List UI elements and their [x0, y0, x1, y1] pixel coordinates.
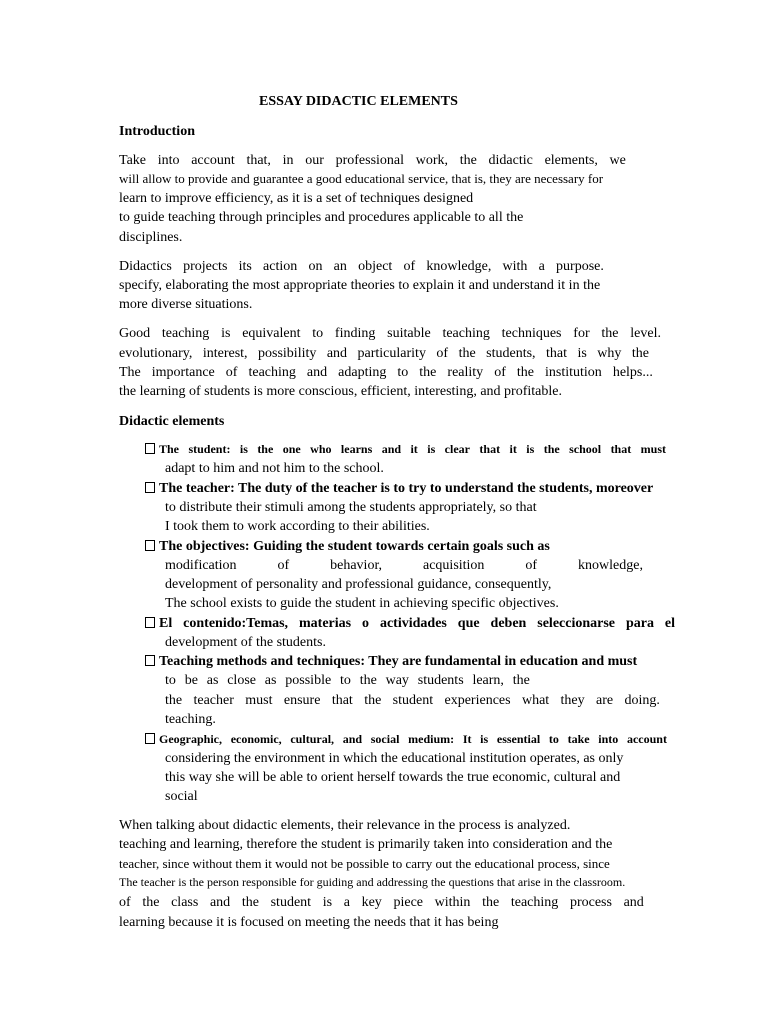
word: a — [343, 895, 350, 910]
word: of — [436, 346, 449, 361]
bullet-geographic-line-2: considering the environment in which the educational institution operates, as only — [165, 751, 624, 766]
word: deben — [490, 616, 527, 631]
word: o — [362, 616, 370, 631]
closing-paragraph-line-1: When talking about didactic elements, their relevance in the process is analyzed. — [119, 818, 571, 833]
word: for — [573, 326, 590, 341]
word: of — [119, 895, 131, 910]
word: its — [238, 259, 252, 274]
bullet-objectives-line-3: development of personality and professional guidance, consequently, — [165, 577, 552, 592]
introduction-heading: Introduction — [119, 124, 195, 139]
word: interest, — [202, 346, 248, 361]
word: projects — [183, 259, 228, 274]
word: of — [277, 558, 290, 573]
word: as — [206, 673, 219, 688]
word: experiences — [444, 693, 511, 708]
word: of — [403, 259, 416, 274]
word: ensure — [283, 693, 321, 708]
word: piece — [393, 895, 423, 910]
word: is — [427, 442, 436, 456]
bullet-methods-line-3 — [165, 691, 660, 710]
word: para — [625, 616, 654, 631]
word: contenido:Temas, — [183, 616, 289, 631]
word: reality — [447, 365, 484, 380]
word: are — [596, 693, 614, 708]
word: teaching — [442, 326, 490, 341]
bullet-geographic-line-3: this way she will be able to orient herself towards the true economic, cultural and — [165, 770, 621, 785]
word: The — [159, 442, 180, 456]
word: that — [546, 346, 567, 361]
word: knowledge, — [578, 558, 643, 573]
word: to — [397, 365, 409, 380]
word: Didactics — [119, 259, 172, 274]
word: medium: — [408, 732, 455, 746]
bullet-geographic-line-4: social — [165, 789, 198, 804]
word: essential — [496, 732, 541, 746]
word: object — [358, 259, 393, 274]
bullet-methods-line-4: teaching. — [165, 712, 216, 727]
word: what — [521, 693, 550, 708]
word: into — [157, 153, 180, 168]
word: the — [364, 693, 382, 708]
word: it — [509, 442, 517, 456]
word: student: — [188, 442, 231, 456]
word: account — [191, 153, 235, 168]
bullet-methods-line-2 — [165, 671, 530, 690]
word: the — [359, 673, 377, 688]
closing-paragraph-line-3: teacher, since without them it would not be possible to carry out the educational process, since — [119, 856, 610, 871]
word: teaching — [161, 326, 210, 341]
word: that — [479, 442, 501, 456]
word: knowledge, — [426, 259, 492, 274]
word: account — [626, 732, 667, 746]
word: the — [516, 365, 534, 380]
word: they — [560, 693, 585, 708]
teaching-paragraph-line-3 — [119, 363, 653, 382]
word: is — [480, 732, 489, 746]
word: professional — [335, 153, 405, 168]
word: one — [282, 442, 301, 456]
teaching-paragraph-line-2 — [119, 344, 649, 363]
word: materias — [299, 616, 352, 631]
word: key — [361, 895, 382, 910]
word: and — [381, 442, 402, 456]
word: as — [264, 673, 277, 688]
word: doing. — [624, 693, 660, 708]
word: the — [419, 365, 437, 380]
word: that — [331, 693, 353, 708]
word: that, — [246, 153, 271, 168]
teaching-paragraph-line-4: the learning of students is more conscious, efficient, interesting, and profitable. — [119, 384, 562, 399]
word: student — [392, 693, 434, 708]
word: is — [239, 442, 248, 456]
word: that — [610, 442, 632, 456]
bullet-methods-line-1: Teaching methods and techniques: They are fundamental in education and must — [159, 654, 638, 669]
word: with — [502, 259, 528, 274]
word: and — [342, 732, 363, 746]
word: didactic — [488, 153, 533, 168]
word: modification — [165, 558, 237, 573]
word: to — [548, 732, 559, 746]
closing-paragraph-line-6: learning because it is focused on meeting the needs that it has being — [119, 915, 499, 930]
word: is — [221, 326, 231, 341]
word: the — [482, 895, 500, 910]
word: on — [308, 259, 323, 274]
closing-paragraph-line-5 — [119, 893, 644, 912]
closing-paragraph-line-2: teaching and learning, therefore the student is primarily taken into consideration and the — [119, 837, 613, 852]
word: be — [184, 673, 198, 688]
word: the — [458, 346, 476, 361]
word: teaching — [510, 895, 559, 910]
word: behavior, — [330, 558, 383, 573]
intro-paragraph-line-2: will allow to provide and guarantee a good educational service, that is, they are necessary for — [119, 171, 604, 186]
intro-paragraph-line-5: disciplines. — [119, 230, 183, 245]
word: particularity — [357, 346, 426, 361]
word: and — [326, 346, 348, 361]
intro-paragraph-line-4: to guide teaching through principles and procedures applicable to all the — [119, 210, 524, 225]
word: students, — [486, 346, 536, 361]
word: economic, — [230, 732, 282, 746]
word: Take — [119, 153, 147, 168]
word: is — [577, 346, 587, 361]
word: helps... — [612, 365, 653, 380]
word: cultural, — [290, 732, 335, 746]
word: who — [310, 442, 332, 456]
word: purpose. — [556, 259, 604, 274]
bullet-content-line-2: development of the students. — [165, 635, 326, 650]
word: class — [171, 895, 199, 910]
word: institution — [545, 365, 602, 380]
word: the — [142, 895, 160, 910]
word: adapting — [338, 365, 387, 380]
word: techniques — [501, 326, 562, 341]
word: the — [459, 153, 477, 168]
bullet-objectives-line-4: The school exists to guide the student in achieving specific objectives. — [165, 596, 559, 611]
intro-paragraph-line-3: learn to improve efficiency, as it is a set of techniques designed — [119, 191, 474, 206]
word: and — [209, 895, 231, 910]
word: learns — [340, 442, 373, 456]
word: we — [609, 153, 626, 168]
word: equivalent — [242, 326, 301, 341]
word: seleccionarse — [537, 616, 616, 631]
word: The — [119, 365, 141, 380]
word: the — [512, 673, 530, 688]
word: clear — [444, 442, 470, 456]
word: acquisition — [423, 558, 485, 573]
bullet-student-line-1 — [159, 440, 666, 459]
didactic-elements-heading: Didactic elements — [119, 414, 225, 429]
word: of — [525, 558, 538, 573]
word: the — [241, 895, 259, 910]
bullet-content-line-1 — [159, 614, 675, 633]
didactics-paragraph-line-1 — [119, 257, 604, 276]
word: the — [631, 346, 649, 361]
word: teaching — [248, 365, 296, 380]
word: to — [312, 326, 324, 341]
word: Good — [119, 326, 151, 341]
word: an — [333, 259, 347, 274]
word: social — [370, 732, 400, 746]
essay-title: ESSAY DIDACTIC ELEMENTS — [259, 94, 458, 109]
word: the — [601, 326, 619, 341]
word: of — [494, 365, 506, 380]
word: take — [567, 732, 590, 746]
bullet-student-line-2: adapt to him and not him to the school. — [165, 461, 384, 476]
word: learn, — [472, 673, 504, 688]
bullet-objectives-line-1: The objectives: Guiding the student towards certain goals such as — [159, 539, 550, 554]
word: the — [165, 693, 183, 708]
word: actividades — [379, 616, 447, 631]
word: must — [640, 442, 666, 456]
bullet-teacher-line-2: to distribute their stimuli among the students appropriately, so that — [165, 500, 537, 515]
word: el — [664, 616, 675, 631]
bullet-teacher-line-3: I took them to work according to their abilities. — [165, 519, 430, 534]
word: of — [225, 365, 238, 380]
teaching-paragraph-line-1 — [119, 324, 661, 343]
closing-paragraph-line-4: The teacher is the person responsible for guiding and addressing the questions that arise in the classroom. — [119, 875, 626, 889]
word: suitable — [387, 326, 431, 341]
word: importance — [151, 365, 215, 380]
word: students — [417, 673, 464, 688]
word: the — [257, 442, 274, 456]
word: possibility — [258, 346, 317, 361]
word: and — [306, 365, 328, 380]
word: elements, — [544, 153, 598, 168]
word: is — [526, 442, 535, 456]
word: work, — [415, 153, 449, 168]
word: student — [270, 895, 312, 910]
word: is — [322, 895, 333, 910]
word: it — [410, 442, 418, 456]
word: close — [227, 673, 256, 688]
word: El — [159, 616, 173, 631]
word: into — [598, 732, 619, 746]
word: within — [434, 895, 471, 910]
word: possible — [285, 673, 332, 688]
bullet-objectives-line-2 — [165, 556, 643, 575]
intro-paragraph-line-1 — [119, 151, 626, 170]
word: to — [165, 673, 176, 688]
word: Geographic, — [159, 732, 222, 746]
word: to — [339, 673, 351, 688]
word: evolutionary, — [119, 346, 193, 361]
word: a — [538, 259, 545, 274]
didactics-paragraph-line-3: more diverse situations. — [119, 297, 253, 312]
didactics-paragraph-line-2: specify, elaborating the most appropriate theories to explain it and understand it in the — [119, 278, 601, 293]
word: process — [569, 895, 612, 910]
word: why — [597, 346, 622, 361]
word: the — [543, 442, 560, 456]
bullet-geographic-line-1 — [159, 730, 667, 749]
word: finding — [334, 326, 376, 341]
word: teacher — [193, 693, 234, 708]
word: must — [245, 693, 273, 708]
word: action — [263, 259, 298, 274]
word: in — [282, 153, 294, 168]
bullet-teacher-line-1: The teacher: The duty of the teacher is to try to understand the students, moreover — [159, 481, 654, 496]
word: que — [457, 616, 480, 631]
word: level. — [630, 326, 661, 341]
word: way — [385, 673, 409, 688]
word: our — [305, 153, 324, 168]
word: It — [462, 732, 472, 746]
word: and — [623, 895, 644, 910]
word: school — [569, 442, 602, 456]
